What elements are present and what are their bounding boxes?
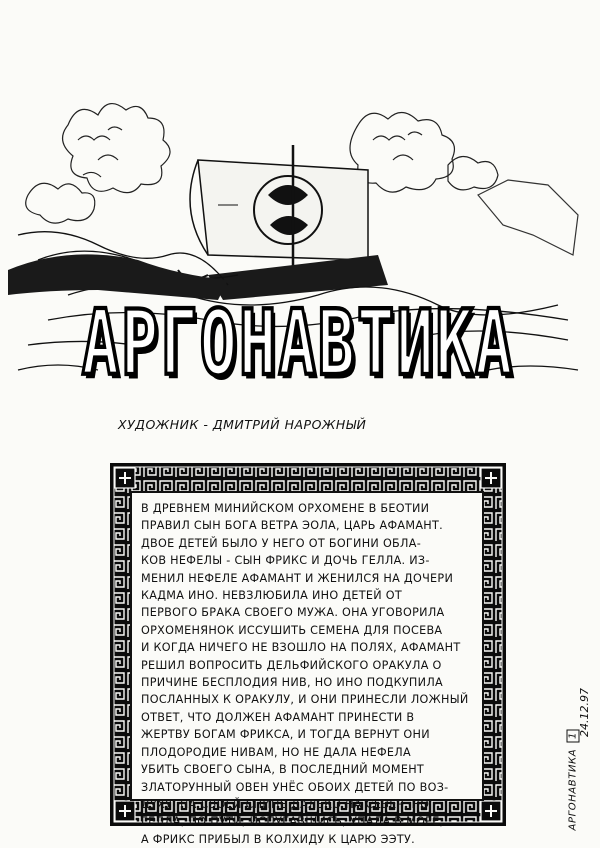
story-line: КАДМА ИНО. НЕВЗЛЮБИЛА ИНО ДЕТЕЙ ОТ xyxy=(141,589,403,603)
story-line: ПРАВИЛ СЫН БОГА ВЕТРА ЭОЛА, ЦАРЬ АФАМАНТ. xyxy=(141,519,443,533)
artist-credit: ХУДОЖНИК - ДМИТРИЙ НАРОЖНЫЙ xyxy=(118,417,367,432)
margin-series xyxy=(563,732,583,835)
page-number: 1 xyxy=(567,729,580,742)
story-line: КОВ НЕФЕЛЫ - СЫН ФРИКС И ДОЧЬ ГЕЛЛА. ИЗ- xyxy=(141,554,430,568)
cloud-left xyxy=(26,104,170,224)
story-line: ОТВЕТ, ЧТО ДОЛЖЕН АФАМАНТ ПРИНЕСТИ В xyxy=(141,710,415,724)
story-line: ГЕЛЛА, ПО ПУТИ, ИСПУГАВШИСЬ, УПАЛА В МОРЕ, xyxy=(141,815,444,829)
series-label xyxy=(567,732,579,831)
story-line: МЕНИЛ НЕФЕЛЕ АФАМАНТ И ЖЕНИЛСЯ НА ДОЧЕРИ xyxy=(141,571,454,585)
story-line: ЗЛАТОРУННЫЙ ОВЕН УНЁС ОБОИХ ДЕТЕЙ ПО ВОЗ- xyxy=(141,780,449,794)
story-line: УБИТЬ СВОЕГО СЫНА, В ПОСЛЕДНИЙ МОМЕНТ xyxy=(141,763,425,777)
series-name: АРГОНАВТИКА xyxy=(567,748,579,831)
story-line: ПРИЧИНЕ БЕСПЛОДИЯ НИВ, НО ИНО ПОДКУПИЛА xyxy=(141,676,443,690)
cloud-right xyxy=(350,112,578,255)
story-line: ПЕРВОГО БРАКА СВОЕГО МУЖА. ОНА УГОВОРИЛА xyxy=(141,606,445,620)
story-line: РЕШИЛ ВОПРОСИТЬ ДЕЛЬФИЙСКОГО ОРАКУЛА О xyxy=(141,658,442,672)
story-line: ОРХОМЕНЯНОК ИССУШИТЬ СЕМЕНА ДЛЯ ПОСЕВА xyxy=(141,623,443,637)
story-line: ДВОЕ ДЕТЕЙ БЫЛО У НЕГО ОТ БОГИНИ ОБЛА- xyxy=(141,536,422,550)
story-line: ЖЕРТВУ БОГАМ ФРИКСА, И ТОГДА ВЕРНУТ ОНИ xyxy=(141,728,430,742)
story-line: ДУХУ, НА СВОЕЙ СПИНЕ ДАЛЕКО НА СЕВЕР, НО xyxy=(141,797,430,811)
drawing-date: 24.12.97 xyxy=(578,688,591,737)
page-title: АРГОНАВТИКА xyxy=(81,289,515,395)
story-line: ПЛОДОРОДИЕ НИВАМ, НО НЕ ДАЛА НЕФЕЛА xyxy=(141,745,411,759)
story-line: А ФРИКС ПРИБЫЛ В КОЛХИДУ К ЦАРЮ ЭЭТУ. xyxy=(141,832,415,846)
story-line: ПОСЛАННЫХ К ОРАКУЛУ, И ОНИ ПРИНЕСЛИ ЛОЖНЫЙ xyxy=(141,693,469,707)
story-line: И КОГДА НИЧЕГО НЕ ВЗОШЛО НА ПОЛЯХ, АФАМАНТ xyxy=(141,641,461,655)
story-line: В ДРЕВНЕМ МИНИЙСКОМ ОРХОМЕНЕ В БЕОТИИ xyxy=(141,502,430,515)
story-text xyxy=(141,500,481,846)
